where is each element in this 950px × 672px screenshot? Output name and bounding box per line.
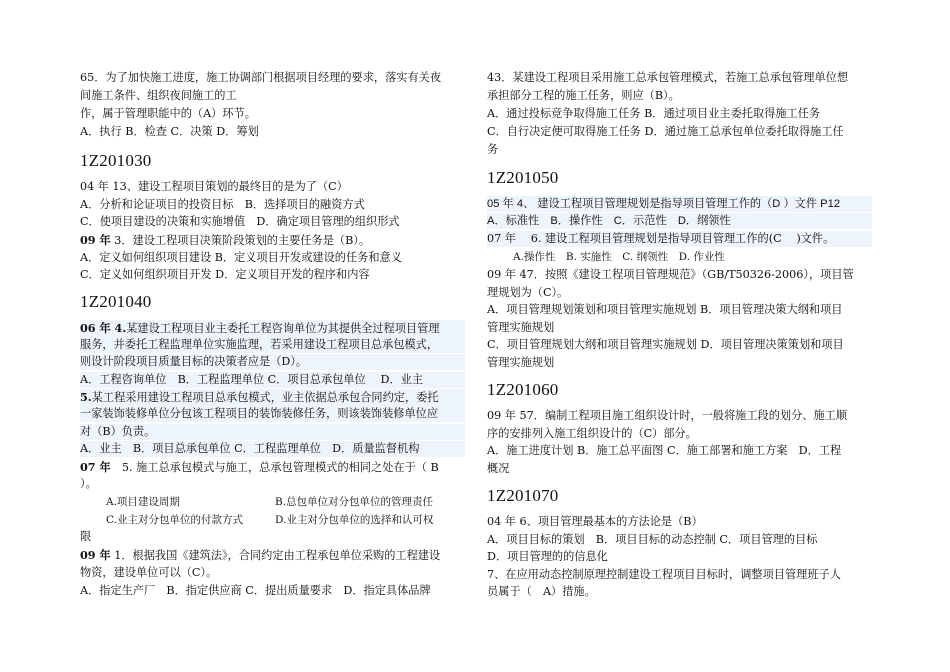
text-line: A．定义如何组织项目建设 B．定义项目开发或建设的任务和意义	[80, 251, 402, 264]
text-line: 作，属于管理职能中的（A）环节。	[80, 107, 256, 120]
text-line	[80, 232, 370, 249]
text-line: 对（B）负责。	[80, 424, 465, 440]
text-line	[487, 196, 872, 212]
year-label: 09 年	[80, 233, 111, 247]
question-text: 05 年 4、 建设工程项目管理规划是指导项目管理工作的（D ）文件 P12	[487, 198, 841, 210]
text-line: 承担部分工程的施工任务，则应（B）。	[487, 89, 680, 102]
text-line	[80, 459, 439, 476]
text-line: 物资，建设单位可以（C）。	[80, 566, 218, 579]
text-line	[80, 320, 465, 337]
text-line: A．标准性 B．操作性 C．示范性 D．纲领性	[487, 213, 872, 229]
option-line: A.项目建设周期	[106, 496, 180, 508]
text-line: A．指定生产厂 B．指定供应商 C．提出质量要求 D．指定具体品牌	[80, 584, 431, 597]
text-line: A．分析和论证项目的投资目标 B．选择项目的融资方式	[80, 198, 365, 211]
text-line: A．业主 B．项目总承包单位 C．工程监理单位 D．质量监督机构	[80, 441, 465, 457]
text-line: 65．为了加快施工进度，施工协调部门根据项目经理的要求，落实有关夜	[80, 71, 442, 84]
text-line: 07 年 6. 建设工程项目管理规划是指导项目管理工作的(C )文件。	[487, 231, 872, 247]
text-line: 间施工条件、组织夜间施工的工	[80, 89, 237, 102]
question-text: 某建设工程项目业主委托工程咨询单位为其提供全过程项目管理	[126, 322, 440, 335]
text-line: C．项目管理规划大纲和项目管理实施规划 D．项目管理决策策划和项目	[487, 338, 844, 351]
option-line: C.业主对分包单位的付款方式	[106, 514, 243, 526]
option-line: A.操作性 B. 实施性 C. 纲领性 D. 作业性	[513, 251, 725, 263]
text-line: C．定义如何组织项目开发 D．定义项目开发的程序和内容	[80, 268, 370, 281]
section-heading: 1Z201060	[487, 380, 559, 399]
text-line: A．工程咨询单位 B．工程监理单位 C．项目总承包单位 D．业主	[80, 372, 465, 388]
text-line: 一家装饰装修单位分包该工程项目的装饰装修任务，则该装饰装修单位应	[80, 406, 465, 422]
text-line: 理规划为（C）。	[487, 286, 569, 299]
text-line: C．使项目建设的决策和实施增值 D．确定项目管理的组织形式	[80, 215, 400, 228]
text-line: 43．某建设工程项目采用施工总承包管理模式，若施工总承包管理单位想	[487, 71, 849, 84]
text-line: D．项目管理的的信息化	[487, 550, 608, 563]
text-line: A．执行 B．检查 C．决策 D．筹划	[80, 125, 259, 138]
text-line: 务	[487, 143, 499, 156]
option-line: B.总包单位对分包单位的管理责任	[275, 496, 434, 508]
text-line: 员属于（ A）措施。	[487, 585, 596, 598]
section-heading: 1Z201070	[487, 486, 559, 505]
text-line: 服务，并委托工程监理单位实施监理，若采用建设工程项目总承包模式，	[80, 337, 465, 353]
text-line: A．项目目标的策划 B．项目目标的动态控制 C．项目管理的目标	[487, 533, 818, 546]
text-line: 管理实施规划	[487, 321, 555, 334]
year-label: 09 年	[80, 548, 111, 562]
text-line: 7、在应用动态控制原理控制建设工程项目目标时，调整项目管理班子人	[487, 568, 841, 581]
text-line: 04 年 13、建设工程项目策划的最终目的是为了（C）	[80, 180, 348, 193]
section-heading: 1Z201030	[80, 151, 152, 170]
text-line: 09 年 47．按照《建设工程项目管理规范》（GB/T50326-2006），项目管	[487, 268, 854, 281]
section-heading: 1Z201040	[80, 292, 152, 311]
text-line: C．自行决定便可取得施工任务 D．通过施工总承包单位委托取得施工任	[487, 125, 844, 138]
text-line: 04 年 6、项目管理最基本的方法论是（B）	[487, 515, 703, 528]
question-number: 5.	[80, 390, 92, 404]
text-line: 序的安排列入施工组织设计的（C）部分。	[487, 427, 697, 440]
text-line: A．项目管理规划策划和项目管理实施规划 B．项目管理决策大纲和项目	[487, 303, 843, 316]
text-line: 限	[80, 530, 92, 543]
option-line: D.业主对分包单位的选择和认可权	[275, 514, 434, 526]
question-text: 1．根据我国《建筑法》，合同约定由工程承包单位采购的工程建设	[110, 549, 441, 562]
text-line: ）。	[80, 477, 97, 490]
text-line: 管理实施规划	[487, 356, 555, 369]
text-line: 概况	[487, 462, 510, 475]
question-text: 3．建设工程项目决策阶段策划的主要任务是（B）。	[110, 234, 371, 247]
question-text: 某工程采用建设工程项目总承包模式，业主依据总承包合同约定，委托	[91, 391, 439, 404]
year-label: 06 年 4.	[80, 321, 127, 335]
text-line	[80, 547, 440, 564]
section-heading: 1Z201050	[487, 168, 559, 187]
text-line: A．通过投标竞争取得施工任务 B．通过项目业主委托取得施工任务	[487, 107, 821, 120]
text-line: A．施工进度计划 B．施工总平面图 C．施工部署和施工方案 D．工程	[487, 444, 842, 457]
question-text: 5. 施工总承包模式与施工，总承包管理模式的相同之处在于（ B	[110, 461, 439, 474]
text-line	[80, 389, 465, 406]
year-label: 07 年	[80, 460, 111, 474]
text-line: 09 年 57．编制工程项目施工组织设计时，一般将施工段的划分、施工顺	[487, 409, 848, 422]
text-line: 则设计阶段项目质量目标的决策者应是（D）。	[80, 354, 465, 370]
